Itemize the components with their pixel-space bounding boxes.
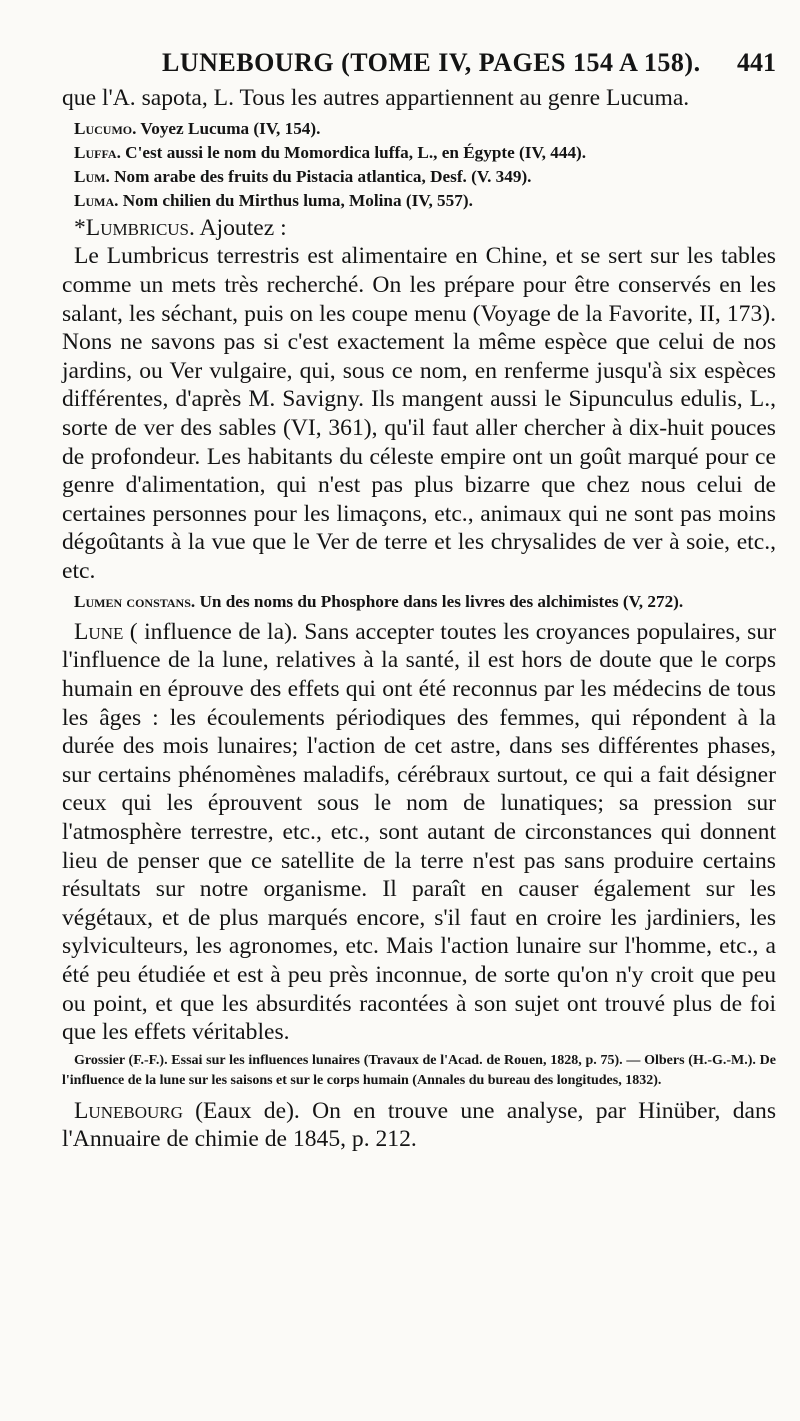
- page-number: 441: [737, 48, 776, 77]
- entry-text: Nom chilien du Mirthus luma, Molina (IV, 557).: [118, 191, 473, 211]
- entry-term: Luffa.: [74, 142, 121, 162]
- entry-term: Lunebourg: [74, 1097, 183, 1124]
- continuation-paragraph: que l'A. sapota, L. Tous les autres appartiennent au genre Lucuma.: [62, 85, 690, 111]
- entry-text: (Eaux de). On en trouve une analyse, par Hinüber, dans l'Annuaire de chimie de 1845, p. 212.: [62, 1097, 776, 1153]
- entry-text: Nom arabe des fruits du Pistacia atlantica, Desf. (V. 349).: [109, 167, 532, 187]
- entry-lucumo: [62, 117, 776, 141]
- entry-term: Lum.: [74, 167, 110, 187]
- entry-term: Lucumo.: [74, 118, 137, 138]
- entry-term: Luma.: [74, 191, 119, 211]
- running-title: LUNEBOURG (TOME IV, PAGES 154 A 158).: [162, 48, 701, 77]
- entry-lumbricus-heading: [62, 214, 776, 243]
- entry-lunebourg: [62, 1097, 776, 1154]
- entry-text: ( influence de la). Sans accepter toutes les croyances populaires, sur l'influence de la lune, relatives à la santé, il est hors de doute que le corps humain en éprouve des effets qui ont été reconnus par les médecins de tous les âges : les écoulements périodiques des femmes, qui répondent à la durée des mois lunaires; l'action de cet astre, dans ses différentes phases, sur certains phénomènes maladifs, cérébraux surtout, ce qui a fait désigner ceux qui les éprouvent sous le nom de lunatiques; sa pression sur l'atmosphère terrestre, etc., etc., sont autant de circonstances qui donnent lieu de penser que ce satellite de la terre n'est pas sans produire certains résultats sur notre organisme. Il paraît en causer également sur les végétaux, et de plus marqués encore, s'il faut en croire les jardiniers, les sylviculteurs, les agronomes, etc. Mais l'action lunaire sur l'homme, etc., a été peu étudiée et est à peu près inconnue, de sorte qu'on n'y croit que peu ou point, et que les absurdités racontées à son sujet ont trouvé plus de foi que les effets véritables.: [62, 618, 776, 1046]
- entry-lumbricus-body: Le Lumbricus terrestris est alimentaire en Chine, et se sert sur les tables comme un mets très recherché. On les prépare pour être conservés en les salant, les séchant, puis on les coupe menu (Voyage de la Favorite, II, 173). Nons ne savons pas si c'est exactement la même espèce que celui de nos jardins, ou Ver vulgaire, qui, sous ce nom, en renferme jusqu'à six espèces différentes, d'après M. Savigny. Ils mangent aussi le Sipunculus edulis, L., sorte de ver des sables (VI, 361), qu'il faut aller chercher à dix-huit pouces de profondeur. Les habitants du céleste empire ont un goût marqué pour ce genre d'alimentation, qui n'est pas plus bizarre que chez nous celui de certaines personnes pour les limaçons, etc., animaux qui ne sont pas moins dégoûtants à la vue que le Ver de terre et les chrysalides de ver à soie, etc., etc.: [62, 243, 776, 584]
- entry-text: C'est aussi le nom du Momordica luffa, L., en Égypte (IV, 444).: [120, 142, 587, 162]
- entry-luffa: [62, 141, 776, 165]
- entry-term: Lune: [74, 618, 124, 645]
- entry-text: Ajoutez :: [194, 214, 287, 241]
- entry-term: Lumen constans.: [74, 591, 196, 611]
- entry-lum: [62, 165, 776, 189]
- page-body: [62, 84, 776, 1154]
- entry-luma: [62, 189, 776, 213]
- entry-text: Voyez Lucuma (IV, 154).: [136, 118, 321, 138]
- page-header: [62, 46, 776, 86]
- entry-term: *Lumbricus.: [74, 214, 195, 241]
- entry-text: Un des noms du Phosphore dans les livres des alchimistes (V, 272).: [195, 591, 684, 611]
- entry-lumen-constans: [62, 590, 776, 614]
- entry-lune: [62, 618, 776, 1047]
- bibliography-citation: Grossier (F.-F.). Essai sur les influences lunaires (Travaux de l'Acad. de Rouen, 1828, p. 75). — Olbers (H.-G.-M.). De l'influence de la lune sur les saisons et sur le corps humain (Annales du bureau des longitudes, 1832).: [62, 1052, 776, 1088]
